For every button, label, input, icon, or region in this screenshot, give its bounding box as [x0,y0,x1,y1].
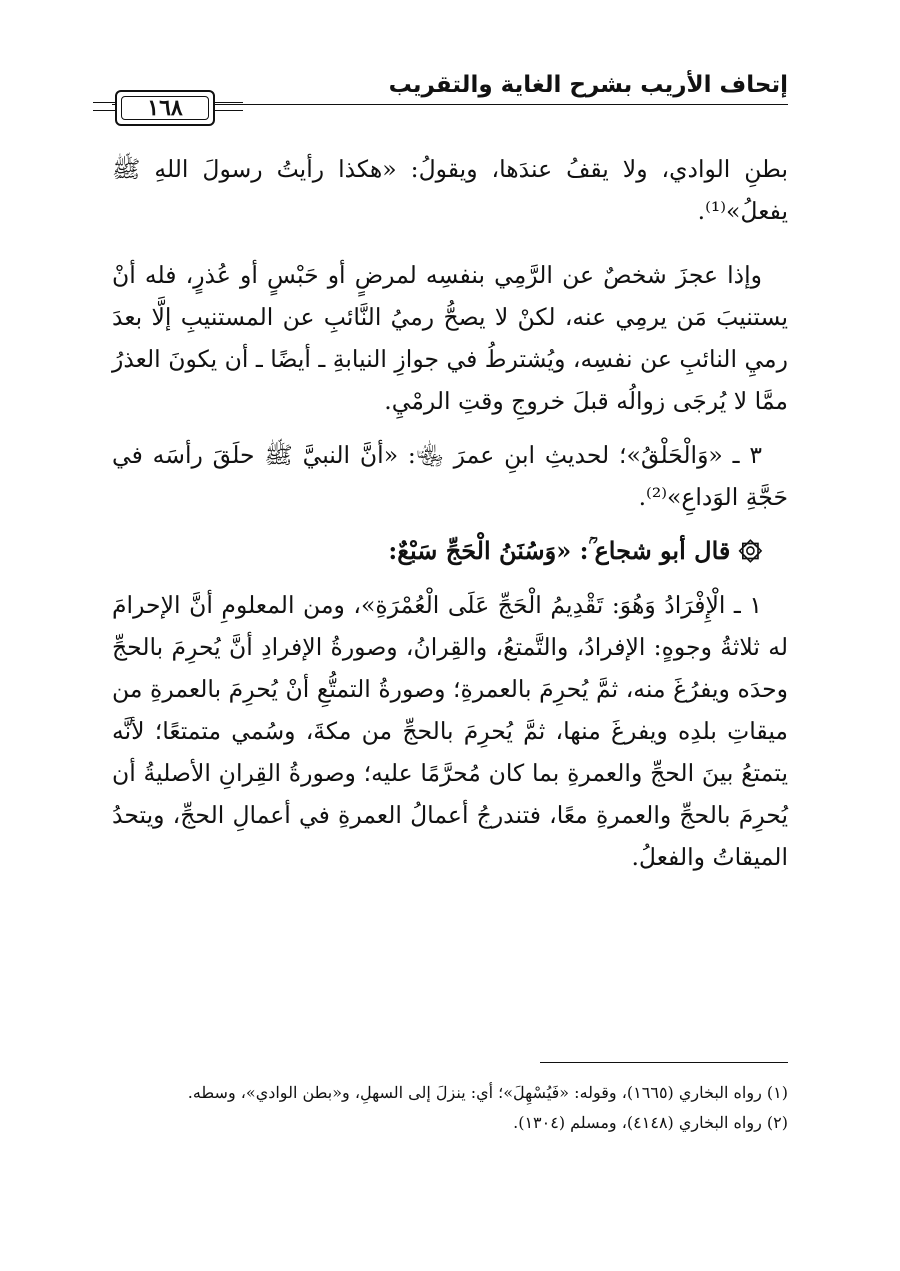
running-title: إتحاف الأريب بشرح الغاية والتقريب [388,72,788,98]
paragraph-3: ٣ ـ «وَالْحَلْقُ»؛ لحديثِ ابنِ عمرَ ﵄: «أنَّ النبيَّ ﷺ حلَقَ رأسَه في حَجَّةِ الوَداعِ»⁽²⁾. [112,441,788,511]
page-number-badge [93,90,243,130]
footnote-rule [540,1062,788,1063]
footnote-1: (١) رواه البخاري (١٦٦٥)، وقوله: «فَيُسْهِلَ»؛ أي: ينزلَ إلى السهلِ، و«بطن الوادي»، وسطه. [187,1083,788,1102]
ornament-right [215,102,243,111]
page-number: ١٦٨ [147,95,183,121]
page-number-frame [115,90,215,126]
section-heading: ۞ قال أبو شجاع ؒ: «وَسُنَنُ الْحَجِّ سَبْعٌ: [388,536,762,565]
paragraph-4: ١ ـ الْإِفْرَادُ وَهُوَ: تَقْدِيمُ الْحَجِّ عَلَى الْعُمْرَةِ»، ومن المعلومِ أنَّ الإحرامَ له ثلاثةُ وجوهٍ: الإفرادُ، والتَّمتعُ، والقِرانُ، وصورةُ الإفرادِ أنَّ يُحرِمَ بالحجِّ وحدَه ويفرُغَ منه، ثمَّ يُحرِمَ بالعمرةِ؛ وصورةُ التمتُّعِ أنْ يُحرِمَ بالعمرةِ من ميقاتِ بلدِه ويفرغَ منها، ثمَّ يُحرِمَ بالحجِّ من مكةَ، وسُمي متمتعًا؛ لأنَّه يتمتعُ بينَ الحجِّ والعمرةِ بما كان مُحرَّمًا عليه؛ وصورةُ القِرانِ الأصليةُ أن يُحرِمَ بالحجِّ والعمرةِ معًا، فتندرجُ أعمالُ العمرةِ في أعمالِ الحجِّ، ويتحدُ الميقاتُ والفعلُ. [112,591,788,871]
paragraph-1: بطنِ الوادي، ولا يقفُ عندَها، ويقولُ: «هكذا رأيتُ رسولَ اللهِ ﷺ يفعلُ»⁽¹⁾. [112,155,788,225]
ornament-left [93,102,115,111]
footnotes [112,1078,788,1138]
paragraph-2: وإذا عجزَ شخصٌ عن الرَّمِي بنفسِه لمرضٍ أو حَبْسٍ أو عُذرٍ، فله أنْ يستنيبَ مَن يرمِي عنه، لكنْ لا يصحُّ رميُ النَّائبِ عن المستنيبِ إلَّا بعدَ رميِ النائبِ عن نفسِه، ويُشترطُ في جوازِ النيابةِ ـ أيضًا ـ أن يكونَ العذرُ ممَّا لا يُرجَى زوالُه قبلَ خروجِ وقتِ الرمْيِ. [112,261,788,415]
footnote-2: (٢) رواه البخاري (٤١٤٨)، ومسلم (١٣٠٤). [513,1113,788,1132]
main-text [112,148,788,878]
